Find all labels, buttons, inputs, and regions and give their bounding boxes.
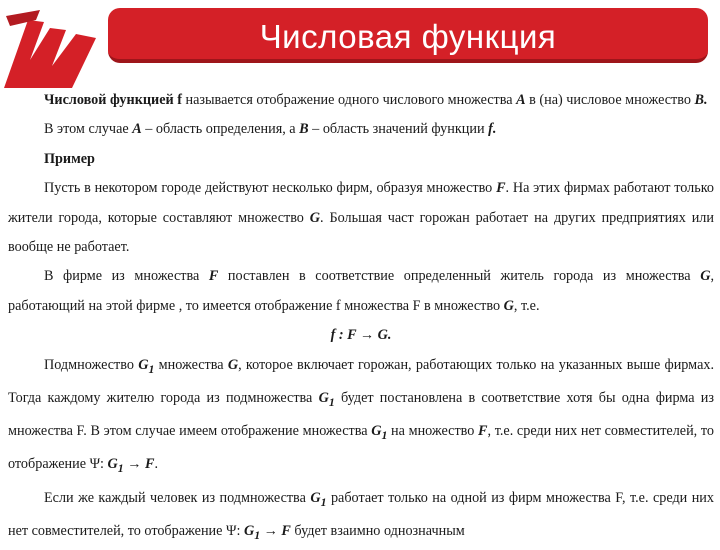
symbol-g1 — [243, 522, 261, 542]
subscript: 1 — [117, 461, 124, 476]
subscript: 1 — [254, 527, 261, 542]
text-segment: работает только на одной из фирм множества F, т.е. среди них нет совместителей, то отображение Ψ: — [8, 489, 714, 539]
symbol-f: f — [173, 92, 182, 108]
domain-paragraph — [8, 115, 714, 144]
example-paragraph-2 — [8, 262, 714, 321]
text-segment: – область значений функции — [308, 121, 489, 138]
text-segment: . На этих фирмах работают только жители города, которые составляют множество — [8, 180, 714, 226]
arrow-symbol: → — [260, 522, 282, 539]
symbol-g: G — [318, 389, 329, 406]
text-segment: называется отображение одного числового множества — [181, 92, 517, 108]
subscript: 1 — [328, 394, 335, 409]
text-segment: в (на) числовое множество — [525, 92, 695, 108]
text-segment: поставлен в соответствие определенный житель города из множества — [218, 268, 701, 285]
term-numeric-function: Числовой функцией — [44, 92, 174, 108]
symbol-g1 — [310, 489, 327, 509]
symbol-g: G — [310, 489, 321, 506]
symbol-g1 — [371, 423, 388, 442]
symbol-f-set: F — [144, 456, 155, 473]
symbol-g: G — [138, 356, 149, 373]
text-segment: множества — [154, 356, 228, 373]
symbol-g: G — [371, 423, 382, 440]
text-segment: , которое включает горожан, работающих только на указанных выше фирмах. Тогда каждому жителю города из подмножества — [8, 356, 715, 406]
text-segment: . Большая част горожан работает на других предприятиях или вообще не работает. — [8, 209, 714, 256]
symbol-g-set: G — [309, 209, 321, 226]
symbol-g1 — [318, 389, 335, 409]
mapping-formula: f : F → G. — [330, 327, 392, 344]
text-segment: , т.е. среди них нет совместителей, то отображение Ψ: — [8, 423, 714, 473]
symbol-g: G — [243, 522, 255, 539]
symbol-f: f. — [488, 121, 497, 138]
definition-paragraph — [8, 86, 714, 115]
title-bar — [108, 8, 708, 63]
text-segment: Подмножество — [44, 356, 139, 373]
symbol-g: G — [107, 456, 118, 473]
symbol-g-set: G — [227, 356, 239, 373]
symbol-g1 — [107, 456, 124, 476]
text-segment: Пусть в некотором городе действуют несколько фирм, образуя множество — [44, 180, 497, 197]
text-segment: Если же каждый человек из подмножества — [44, 489, 311, 506]
symbol-g-set: G — [503, 297, 514, 314]
example-paragraph-1 — [8, 174, 714, 262]
text-segment: В фирме из множества — [44, 268, 209, 285]
symbol-f-set: F — [281, 522, 291, 539]
text-segment: будет взаимно однозначным — [290, 522, 465, 539]
example-paragraph-3 — [8, 351, 714, 484]
symbol-g1 — [138, 356, 155, 376]
arrow-symbol: → — [123, 456, 145, 473]
symbol-a: A — [516, 92, 526, 108]
text-segment: на множество — [387, 423, 479, 440]
example-heading — [8, 145, 714, 174]
symbol-f-set: F — [208, 268, 219, 285]
text-segment: будет постановлена в соответствие хотя бы одна фирма из множества F. В этом случае имеем отображение множества — [8, 389, 714, 440]
subscript: 1 — [148, 361, 155, 376]
text-segment: В этом случае — [44, 121, 133, 138]
symbol-b: B — [299, 121, 309, 138]
example-heading-text: Пример — [44, 150, 95, 167]
symbol-b: B. — [694, 92, 708, 108]
symbol-a: A — [132, 121, 142, 138]
symbol-f-set: F — [478, 423, 488, 440]
red-arrow-logo-icon — [0, 8, 112, 88]
subscript: 1 — [381, 427, 388, 442]
text-segment: – область определения, а — [141, 121, 300, 138]
slide-body — [8, 86, 714, 550]
symbol-g-set: G — [700, 268, 711, 285]
text-segment: . — [154, 456, 158, 473]
text-segment: , работающий на этой фирме , то имеется отображение f множества F в множество — [8, 268, 714, 314]
formula-line — [8, 321, 714, 350]
subscript: 1 — [320, 494, 327, 509]
slide-title: Числовая функция — [259, 18, 557, 55]
example-paragraph-4 — [8, 484, 714, 550]
text-segment: , т.е. — [513, 297, 540, 314]
symbol-f-set: F — [496, 180, 506, 197]
